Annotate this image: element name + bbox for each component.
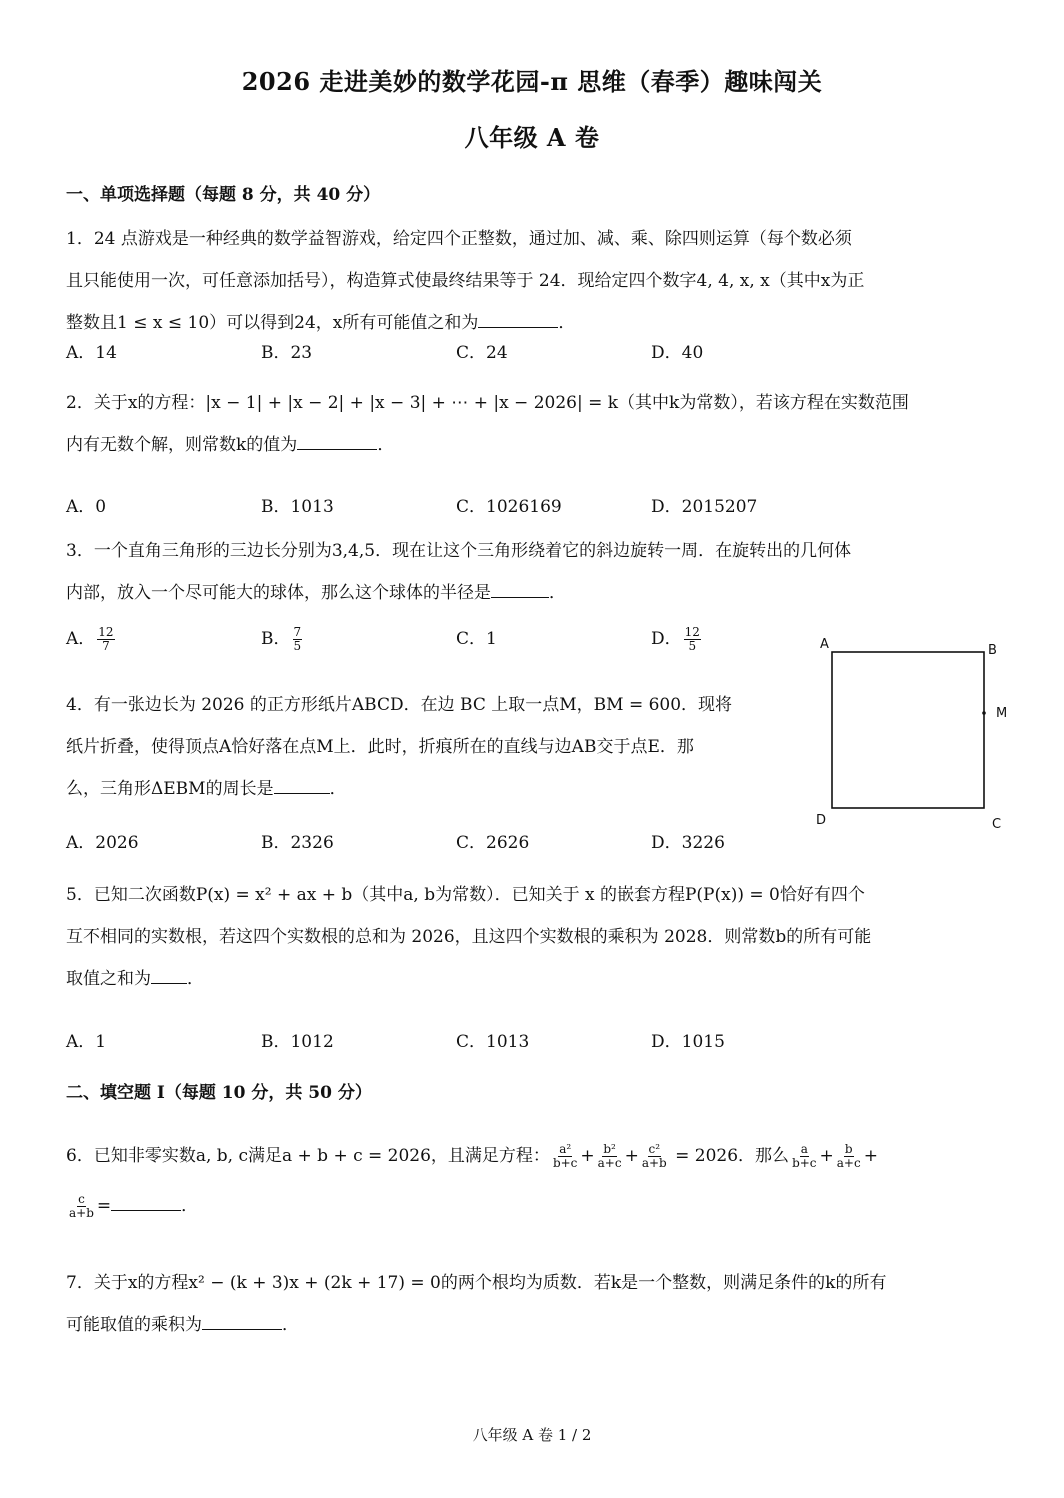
fraction-denominator: b+c (792, 1156, 817, 1170)
option-d[interactable]: D．3226 (651, 833, 725, 853)
fraction-denominator: 5 (293, 639, 302, 653)
question-6-text: 6．已知非零实数a, b, c满足a + b + c = 2026，且满足方程： (66, 1146, 550, 1166)
option-label: D． (651, 629, 682, 649)
option-a[interactable] (66, 624, 117, 653)
question-4-options (66, 828, 806, 858)
end-mark: ． (282, 1315, 299, 1335)
question-7-text: 可能取值的乘积为 (66, 1315, 202, 1335)
label-d: D (816, 813, 827, 828)
end-mark: ． (377, 435, 395, 455)
fraction (97, 626, 114, 653)
question-4 (66, 684, 732, 810)
option-b[interactable]: B．23 (261, 343, 313, 363)
plus-sign: + (863, 1146, 878, 1166)
fraction-denominator: a+c (597, 1156, 622, 1170)
answer-blank (297, 448, 377, 450)
plus-sign: + (819, 1146, 834, 1166)
fraction (836, 1143, 862, 1170)
option-c[interactable]: C．1026169 (456, 497, 562, 517)
page-footer: 八年级 A 卷 1 / 2 (472, 1426, 592, 1444)
label-b: B (988, 643, 997, 658)
fraction (68, 1193, 95, 1220)
plus-sign: + (624, 1146, 639, 1166)
fraction-numerator: a² (559, 1142, 572, 1156)
question-2-line: 2．关于x的方程：|x − 1| + |x − 2| + |x − 3| + ⋯ + |x − 2026| = k（其中k为常数），若该方程在实数范围 (66, 393, 909, 413)
question-6-text: = 2026．那么 (669, 1146, 790, 1166)
fraction (552, 1143, 578, 1170)
question-7-line: 7．关于x的方程x² − (k + 3)x + (2k + 17) = 0的两个根均为质数．若k是一个整数，则满足条件的k的所有 (66, 1273, 887, 1293)
option-label: A． (66, 629, 96, 649)
fraction (684, 626, 701, 653)
plus-sign: + (580, 1146, 595, 1166)
exam-subtitle: 八年级 A 卷 (464, 123, 600, 152)
question-3-line: 3．一个直角三角形的三边长分别为3,4,5．现在让这个三角形绕着它的斜边旋转一周．在旋转出的几何体 (66, 541, 852, 561)
question-3-line (66, 572, 851, 614)
fraction-numerator: 7 (293, 625, 302, 639)
question-5-options (66, 1027, 806, 1057)
fraction-denominator: a+b (69, 1206, 94, 1220)
option-a[interactable]: A．14 (66, 343, 117, 363)
option-a[interactable]: A．2026 (66, 833, 139, 853)
label-a: A (820, 637, 829, 652)
section-heading-choice: 一、单项选择题（每题 8 分，共 40 分） (66, 185, 381, 205)
option-d[interactable]: D．1015 (651, 1032, 725, 1052)
answer-blank (202, 1328, 282, 1330)
question-7-line (66, 1304, 886, 1346)
question-7 (66, 1262, 886, 1346)
answer-blank (151, 982, 187, 984)
option-a[interactable]: A．0 (66, 497, 107, 517)
question-4-text: 么，三角形ΔEBM的周长是 (66, 779, 274, 799)
label-c: C (992, 817, 1002, 832)
fraction-numerator: b (844, 1142, 853, 1156)
question-1-text: 整数且1 ≤ x ≤ 10）可以得到24，x所有可能值之和为 (66, 313, 479, 333)
fraction-numerator: a (800, 1142, 808, 1156)
question-6 (66, 1136, 878, 1226)
question-1-line: 且只能使用一次，可任意添加括号），构造算式使最终结果等于 24．现给定四个数字4, 4, x, x（其中x为正 (66, 271, 865, 291)
question-6-line (66, 1136, 878, 1176)
fraction-numerator: c² (648, 1142, 661, 1156)
answer-blank (491, 596, 549, 598)
question-6-line (66, 1186, 878, 1226)
option-d[interactable]: D．40 (651, 343, 704, 363)
fraction-denominator: b+c (552, 1156, 578, 1170)
fraction (597, 1143, 623, 1170)
label-m: M (996, 706, 1008, 721)
option-a[interactable]: A．1 (66, 1032, 107, 1052)
point-m (982, 711, 986, 715)
fraction-numerator: b² (603, 1142, 616, 1156)
option-b[interactable]: B．2326 (261, 833, 334, 853)
fraction (791, 1143, 817, 1170)
question-4-line (66, 768, 732, 810)
end-mark: ． (329, 779, 347, 799)
option-c[interactable]: C．2626 (456, 833, 530, 853)
option-c[interactable]: C．1 (456, 629, 497, 649)
question-4-line: 4．有一张边长为 2026 的正方形纸片ABCD．在边 BC 上取一点M，BM = 600．现将 (66, 695, 733, 715)
question-3-text: 内部，放入一个尽可能大的球体，那么这个球体的半径是 (66, 583, 491, 603)
option-b[interactable]: B．1013 (261, 497, 334, 517)
fraction-numerator: c (78, 1192, 85, 1206)
end-mark: ． (187, 969, 204, 989)
question-4-line: 纸片折叠，使得顶点A恰好落在点M上．此时，折痕所在的直线与边AB交于点E．那 (66, 737, 694, 757)
end-mark: ． (549, 583, 566, 603)
question-1 (66, 218, 864, 344)
question-5-line: 互不相同的实数根，若这四个实数根的总和为 2026，且这四个实数根的乘积为 2028．则常数b的所有可能 (66, 927, 872, 947)
answer-blank (274, 792, 330, 794)
question-2-options (66, 492, 806, 522)
question-5-text: 取值之和为 (66, 969, 151, 989)
question-2-text: 内有无数个解，则常数k的值为 (66, 435, 298, 455)
section-heading-fill: 二、填空题 I（每题 10 分，共 50 分） (66, 1083, 372, 1103)
fraction-numerator: 12 (684, 625, 700, 639)
fraction (641, 1143, 668, 1170)
answer-blank (111, 1209, 181, 1211)
question-1-options (66, 338, 806, 368)
option-b[interactable] (261, 624, 304, 653)
question-2 (66, 382, 909, 466)
question-3-options (66, 624, 806, 654)
option-d[interactable]: D．2015207 (651, 497, 758, 517)
square-abcd (832, 652, 984, 808)
option-d[interactable] (651, 624, 703, 653)
exam-title: 2026 走进美妙的数学花园-π 思维（春季）趣味闯关 (241, 67, 823, 96)
option-label: B． (261, 629, 291, 649)
fraction-denominator: a+b (641, 1156, 667, 1170)
question-3 (66, 530, 851, 614)
question-5-line (66, 958, 871, 1000)
end-mark: ． (181, 1196, 199, 1216)
answer-blank (478, 326, 558, 328)
question-5-line: 5．已知二次函数P(x) = x² + ax + b（其中a, b为常数）．已知关于 x 的嵌套方程P(P(x)) = 0恰好有四个 (66, 885, 865, 905)
option-c[interactable]: C．24 (456, 343, 508, 363)
question-5 (66, 874, 871, 1000)
equals-sign: = (96, 1196, 112, 1216)
fraction-denominator: a+c (836, 1156, 861, 1170)
question-2-line (66, 424, 909, 466)
question-1-line: 1．24 点游戏是一种经典的数学益智游戏，给定四个正整数，通过加、减、乘、除四则运算（每个数必须 (66, 229, 852, 249)
fraction-denominator: 5 (688, 639, 697, 653)
option-c[interactable]: C．1013 (456, 1032, 530, 1052)
fraction (293, 626, 303, 653)
fraction-denominator: 7 (102, 639, 110, 653)
fraction-numerator: 12 (98, 625, 114, 639)
option-b[interactable]: B．1012 (261, 1032, 334, 1052)
end-mark: ． (558, 313, 576, 333)
square-figure (810, 636, 1020, 832)
